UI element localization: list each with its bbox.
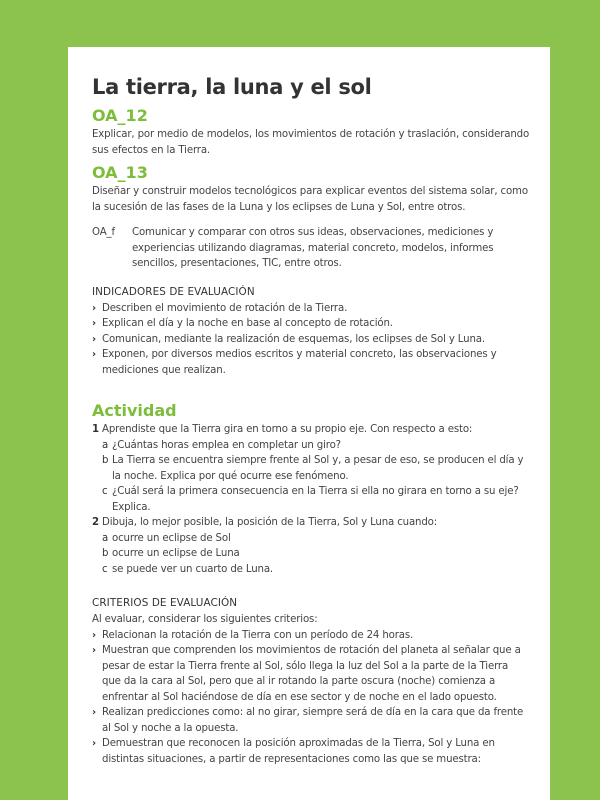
indicadores-list [92,301,550,379]
list-item [92,643,527,705]
sub-letter: b [102,455,109,466]
document-page [68,47,550,800]
question-number: 1 [92,424,99,435]
oa12-code: OA_12 [92,106,148,125]
sub-text: ¿Cuál será la primera consecuencia en la Tierra si ella no girara en torno a su eje? Explica. [112,486,519,513]
sub-letter: c [102,486,108,497]
chevron-right-icon: › [92,645,96,656]
oa12-block [92,107,550,158]
criterios-list [92,628,550,768]
list-item [92,316,527,332]
actividad-heading: Actividad [92,401,177,420]
list-item [92,736,527,767]
indicadores-heading: INDICADORES DE EVALUACIÓN [92,285,255,298]
question-2 [92,515,550,531]
list-item-text: Exponen, por diversos medios escritos y material concreto, las observaciones y mediciones que realizan. [102,349,497,376]
list-item-text: Describen el movimiento de rotación de la Tierra. [102,302,348,314]
sub-question [92,453,550,484]
list-item [92,332,527,348]
criterios-heading: CRITERIOS DE EVALUACIÓN [92,597,238,609]
sub-question [92,562,550,578]
oaf-code: OA_f [92,227,115,238]
criterios-intro: Al evaluar, considerar los siguientes criterios: [92,614,318,625]
list-item [92,705,527,736]
oaf-block [92,225,550,272]
list-item-text: Realizan predicciones como: al no girar, siempre será de día en la cara que da frente al Sol y noche a la opuesta. [102,707,524,734]
sub-letter: c [102,563,108,575]
question-number: 2 [92,517,99,528]
oa13-code: OA_13 [92,163,148,182]
chevron-right-icon: › [92,707,96,718]
sub-text: ¿Cuántas horas emplea en completar un giro? [112,439,341,451]
sub-question [92,484,550,515]
chevron-right-icon: › [92,318,96,329]
list-item-text: Muestran que comprenden los movimientos de rotación del planeta al señalar que a pesar de estar la Tierra frente al Sol, sólo llega la luz del Sol a la parte de la Tierra que da la cara al Sol, pero que al ir rotando la parte oscura (noche) comienza a enfrentar al Sol haciéndose de día en ese sector y de noche en el lado opuesto. [102,645,521,703]
list-item [92,628,527,644]
oa13-block [92,164,550,215]
sub-question [92,438,550,454]
chevron-right-icon: › [92,302,96,314]
question-1 [92,422,550,438]
list-item-text: Explican el día y la noche en base al concepto de rotación. [102,318,393,329]
sub-text: se puede ver un cuarto de Luna. [112,563,274,575]
sub-question [92,531,550,547]
oa12-text: Explicar, por medio de modelos, los movimientos de rotación y traslación, considerando sus efectos en la Tierra. [92,129,530,156]
sub-text: ocurre un eclipse de Luna [112,548,240,559]
sub-text: ocurre un eclipse de Sol [112,532,231,544]
chevron-right-icon: › [92,629,96,641]
sub-letter: a [102,439,109,451]
question-text: Dibuja, lo mejor posible, la posición de la Tierra, Sol y Luna cuando: [102,517,438,528]
sub-question [92,546,550,562]
sub-text: La Tierra se encuentra siempre frente al Sol y, a pesar de eso, se producen el día y la noche. Explica por qué ocurre ese fenómeno. [112,455,524,482]
sub-letter: b [102,548,109,559]
page-title: La tierra, la luna y el sol [92,75,372,99]
list-item [92,301,527,317]
list-item [92,347,527,378]
sub-letter: a [102,532,109,544]
list-item-text: Demuestran que reconocen la posición aproximadas de la Tierra, Sol y Luna en distintas situaciones, a partir de representaciones como las que se muestra: [102,738,495,765]
question-text: Aprendiste que la Tierra gira en torno a su propio eje. Con respecto a esto: [102,424,473,435]
oa13-text: Diseñar y construir modelos tecnológicos para explicar eventos del sistema solar, como la sucesión de las fases de la Luna y los eclipses de Luna y Sol, entre otros. [92,186,528,213]
list-item-text: Comunican, mediante la realización de esquemas, los eclipses de Sol y Luna. [102,333,485,345]
chevron-right-icon: › [92,738,96,749]
chevron-right-icon: › [92,349,96,360]
list-item-text: Relacionan la rotación de la Tierra con un período de 24 horas. [102,629,414,641]
chevron-right-icon: › [92,333,96,345]
oaf-text: Comunicar y comparar con otros sus ideas, observaciones, mediciones y experiencias utilizando diagramas, material concreto, modelos, informes sencillos, presentaciones, TIC, entre otros. [132,227,494,269]
